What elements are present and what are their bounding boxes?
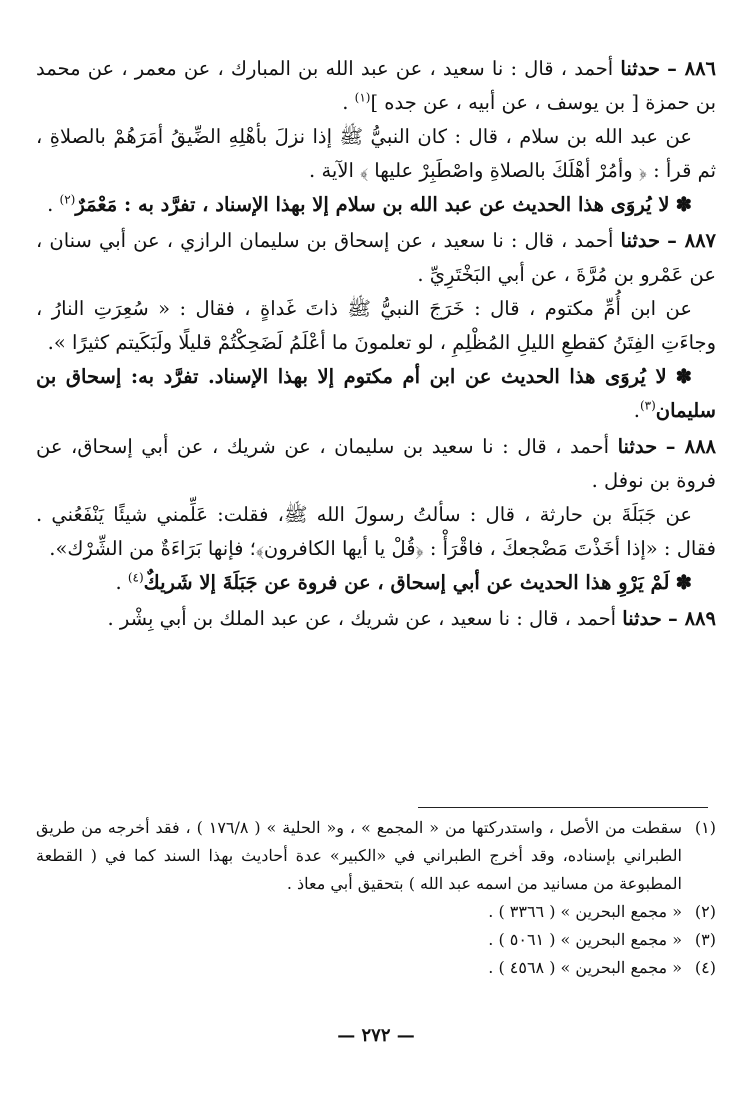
sentence-end: . (342, 91, 355, 114)
footnote-3 (36, 926, 716, 954)
footnote-ref: (١) (354, 90, 371, 105)
footnote-2 (36, 898, 716, 926)
footnote-text: « مجمع البحرين » ( ٤٥٦٨ ) . (488, 958, 682, 977)
hadith-lead: حدثنا (620, 229, 661, 252)
footnote-separator (418, 807, 708, 808)
matn-text: عن ابن أُمِّ مكتوم ، قال : خَرَجَ النبيُّ ﷺ ذاتَ غَداةٍ ، فقال : « سُعِرَتِ النارُ ، وجاءَتِ الفِتَنُ كقطعِ الليلِ المُظْلِمِ ، لو تعلمونَ ما أعْلَمُ لَضَحِكْتُمْ قليلًا ولَبَكَيتم كثيرًا ». (36, 297, 716, 354)
sentence-end: . (633, 399, 640, 422)
isnad-text: أحمد ، قال : نا سعيد ، عن شريك ، عن عبد الملك بن أبي بِشْر . (107, 607, 617, 630)
footnote-ref: (٣) (639, 398, 656, 413)
isnad-text: أحمد ، قال : نا سعيد بن سليمان ، عن شريك ، عن أبي إسحاق، عن فروة بن نوفل . (36, 435, 716, 492)
hadith-887-matn (36, 292, 716, 360)
star-marker: ✽ (675, 365, 692, 388)
footnote-4 (36, 954, 716, 982)
main-text (36, 52, 716, 636)
footnote-text: « مجمع البحرين » ( ٥٠٦١ ) . (488, 930, 682, 949)
hadith-886-comment (36, 188, 716, 222)
hadith-886-matn (36, 120, 716, 188)
footnote-number: (١) (694, 818, 716, 837)
comment-text: لا يُروَى هذا الحديث عن ابن أم مكتوم إلا بهذا الإسناد. تفرَّد به: إسحاق بن سليمان (36, 365, 716, 422)
hadith-lead: حدثنا (617, 435, 658, 458)
hadith-number: ٨٨٦ – (667, 57, 717, 80)
hadith-lead: حدثنا (622, 607, 662, 630)
hadith-number: ٨٨٧ – (667, 229, 717, 252)
star-marker: ✽ (675, 193, 692, 216)
sentence-end: . (47, 193, 60, 216)
footnotes (36, 814, 716, 982)
footnote-text: « مجمع البحرين » ( ٣٣٦٦ ) . (488, 902, 682, 921)
hadith-number: ٨٨٩ – (668, 607, 716, 630)
isnad-text: أحمد ، قال : نا سعيد ، عن عبد الله بن المبارك ، عن معمر ، عن محمد بن حمزة [ بن يوسف ، عن أبيه ، عن جده ] (36, 57, 716, 114)
footnote-number: (٤) (694, 958, 716, 977)
footnote-ref: (٢) (59, 192, 76, 207)
footnote-number: (٣) (694, 930, 716, 949)
page-number: — ٢٧٢ — (337, 1025, 415, 1046)
footnote-text: سقطت من الأصل ، واستدركتها من « المجمع » ، و« الحلية » ( ١٧٦/٨ ) ، فقد أخرجه من طريق الطبراني بإسناده، وقد أخرج الطبراني في «الكبير» عدة أحاديث بهذا السند كما في ( القطعة المطبوعة من مسانيد من اسمه عبد الله ) بتحقيق أبي معاذ . (36, 818, 682, 893)
hadith-lead: حدثنا (620, 57, 660, 80)
footnote-ref: (٤) (127, 570, 144, 585)
hadith-887-isnad (36, 224, 716, 292)
comment-text: لَمْ يَرْوِ هذا الحديث عن أبي إسحاق ، عن فروة عن جَبَلَةَ إلا شَريكٌ (143, 571, 670, 594)
comment-text: لا يُروَى هذا الحديث عن عبد الله بن سلام إلا بهذا الإسناد ، تفرَّد به : مَعْمَرٌ (75, 193, 670, 216)
matn-text: عن جَبَلَةَ بن حارثة ، قال : سألتُ رسولَ الله ﷺ، فقلت: عَلِّمني شيئًا يَنْفَعُني . فقال : «إذا أخَذْتَ مَضْجعكَ ، فاقْرَأْ : ﴿قُلْ يا أيها الكافرون﴾؛ فإنها بَرَاءَةٌ من الشِّرْك». (36, 503, 716, 560)
isnad-text: أحمد ، قال : نا سعيد ، عن إسحاق بن سليمان الرازي ، عن أبي سنان ، عن عَمْرو بن مُرَّةَ ، عن أبي البَخْتَرِيِّ . (36, 229, 716, 286)
hadith-889-isnad (36, 602, 716, 636)
hadith-888-matn (36, 498, 716, 566)
footnote-number: (٢) (694, 902, 716, 921)
sentence-end: . (115, 571, 128, 594)
hadith-886-isnad (36, 52, 716, 120)
matn-text: عن عبد الله بن سلام ، قال : كان النبيُّ ﷺ إذا نزلَ بأهْلِهِ الضِّيقُ أمَرَهُمْ بالصلاةِ ، ثم قرأ : ﴿ وأمُرْ أهْلَكَ بالصلاةِ واصْطَبِرْ عليها ﴾ الآية . (36, 125, 716, 182)
hadith-887-comment (36, 360, 716, 428)
hadith-888-comment (36, 566, 716, 600)
footnote-1 (36, 814, 716, 898)
hadith-888-isnad (36, 430, 716, 498)
star-marker: ✽ (675, 571, 692, 594)
hadith-number: ٨٨٨ – (665, 435, 717, 458)
